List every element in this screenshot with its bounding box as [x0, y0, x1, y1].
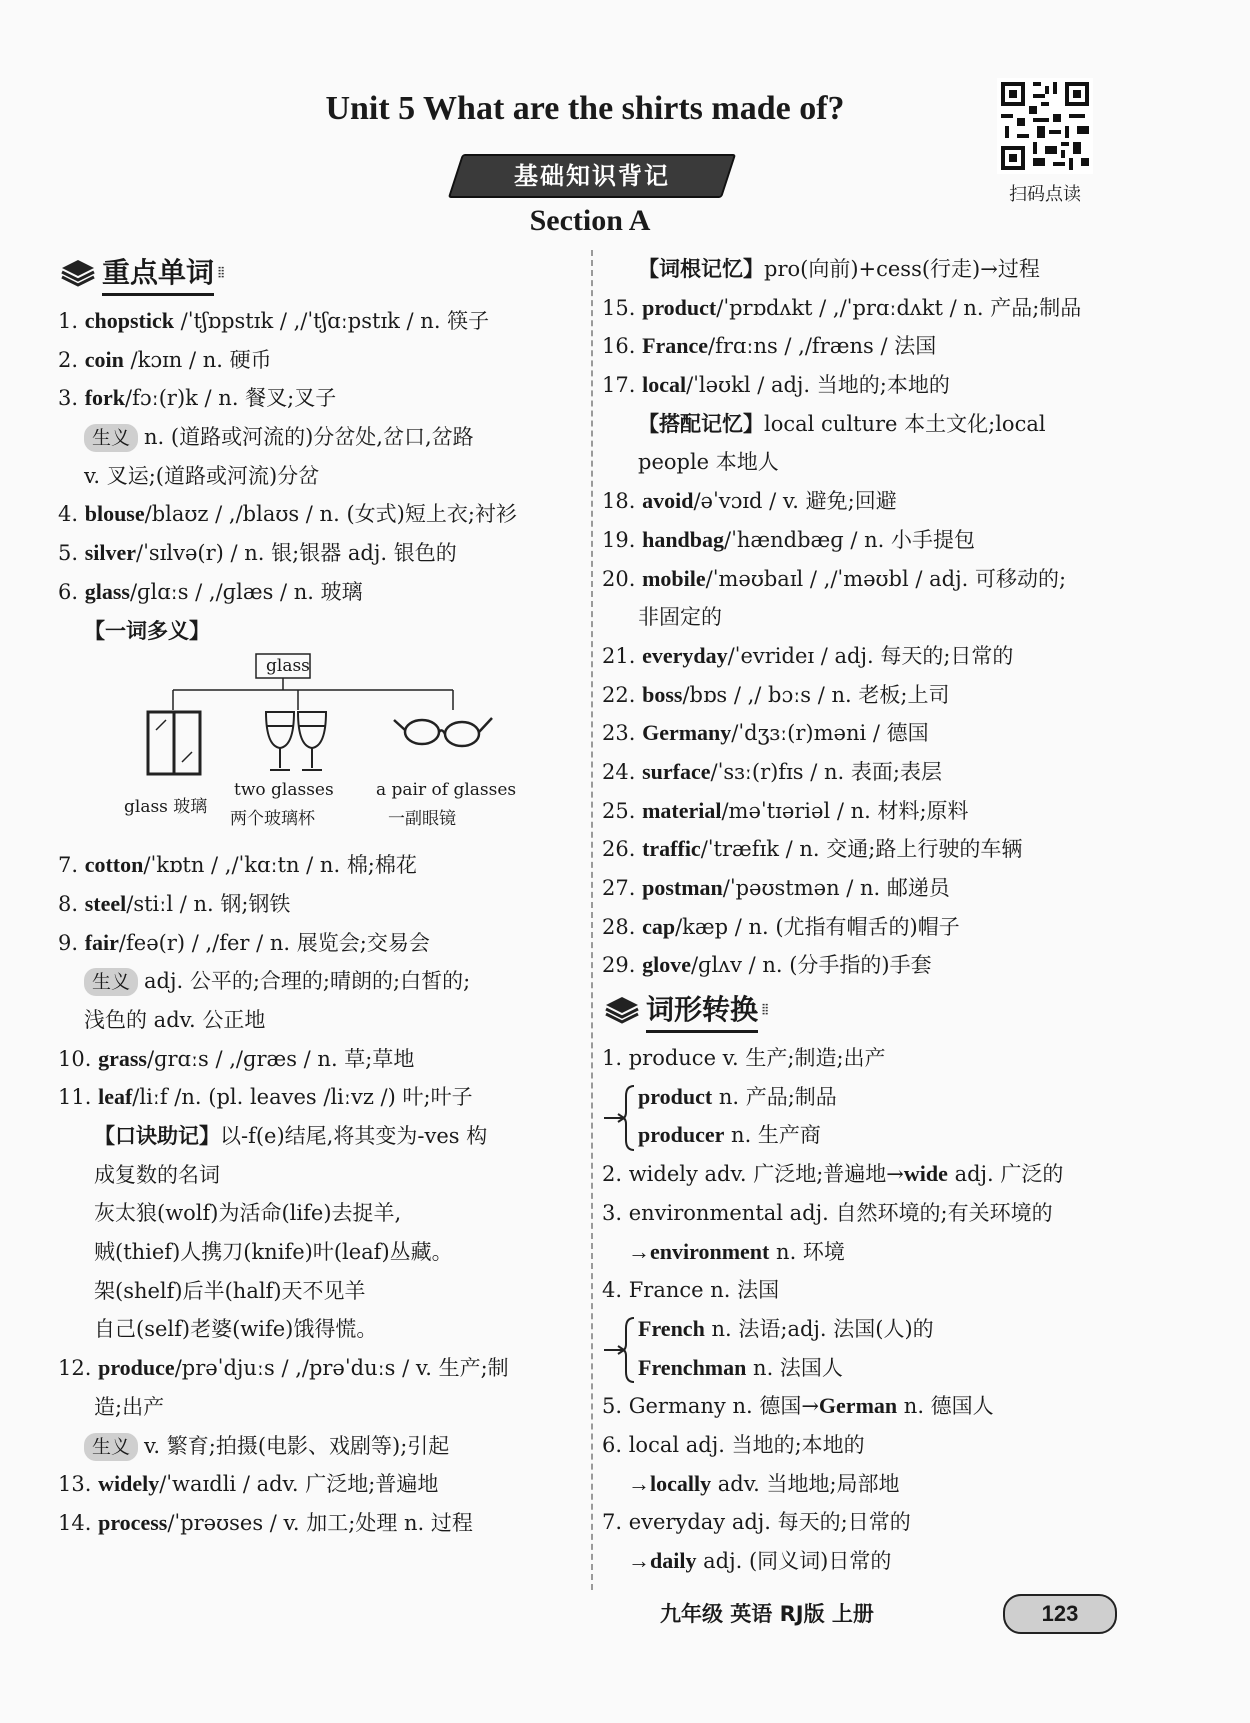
- vocab-line-11: 11. leaf/liːf /n. (pl. leaves /liːvz /) 叶;叶子: [58, 1084, 473, 1110]
- heading-dots: ⦙⦙: [762, 1002, 769, 1019]
- word-form-7: 7. everyday adj. 每天的;日常的: [602, 1510, 911, 1535]
- vocab-line-20: 20. mobile/ˈməʊbaɪl / ,/ˈməʊbl / adj. 可移动的;: [602, 565, 1067, 591]
- vocab-line-9: 9. fair/feə(r) / ,/fer / n. 展览会;交易会: [58, 929, 430, 955]
- glass-meaning-diagram: [58, 650, 538, 846]
- vocab-line-12: 12. produce/prəˈdjuːs / ,/prəˈduːs / v. 生产;制: [58, 1355, 509, 1381]
- diagram-item-cups: two glasses: [234, 780, 334, 801]
- produce-extra-meaning: 生义 v. 繁育;拍摄(电影、戏剧等);引起: [58, 1427, 578, 1466]
- heading-dots: ⦙⦙: [218, 265, 225, 281]
- fork-extra-meaning-2: v. 叉运;(道路或河流)分岔: [84, 463, 320, 488]
- vocab-line-15: 15. product/ˈprɒdʌkt / ,/ˈprɑːdʌkt / n. 产品;制品: [602, 294, 1082, 320]
- diagram-item-window: glass 玻璃: [124, 797, 208, 818]
- vocab-line-14: 14. process/ˈprəʊses / v. 加工;处理 n. 过程: [58, 1509, 473, 1535]
- root-memory-note: 【词根记忆】pro(向前)+cess(行走)→过程: [638, 257, 1040, 281]
- diagram-root: glass: [266, 656, 310, 677]
- vocab-line-6: 6. glass/ɡlɑːs / ,/ɡlæs / n. 玻璃: [58, 578, 363, 604]
- vocab-line-23: 23. Germany/ˈdʒɜː(r)məni / 德国: [602, 720, 929, 746]
- vocab-line-17: 17. local/ˈləʊkl / adj. 当地的;本地的: [602, 372, 950, 398]
- vocab-line-12-cont: 造;出产: [94, 1394, 165, 1419]
- diagram-item-glasses-cn: 一副眼镜: [388, 809, 456, 830]
- window-icon: [148, 712, 200, 774]
- vocab-line-26: 26. traffic/ˈtræfɪk / n. 交通;路上行驶的车辆: [602, 836, 1023, 862]
- vocab-line-4: 4. blouse/blaʊz / ,/blaʊs / n. (女式)短上衣;衬衫: [58, 501, 517, 527]
- section-banner: [448, 154, 736, 198]
- book-stack-icon: [602, 993, 642, 1027]
- vocab-line-21: 21. everyday/ˈevrideɪ / adj. 每天的;日常的: [602, 642, 1014, 668]
- vocab-line-29: 29. glove/ɡlʌv / n. (分手指的)手套: [602, 952, 932, 978]
- vocab-line-8: 8. steel/stiːl / n. 钢;钢铁: [58, 890, 291, 916]
- banner-text: 基础知识背记: [514, 162, 670, 190]
- qr-label: 扫码点读: [1009, 184, 1081, 205]
- word-form-3a: →environment n. 环境: [628, 1238, 845, 1264]
- footer-book-info: 九年级 英语 RJ版 上册: [660, 1602, 874, 1626]
- page-title: Unit 5 What are the shirts made of?: [325, 90, 845, 127]
- word-form-1: 1. produce v. 生产;制造;出产: [602, 1046, 886, 1071]
- eyeglasses-icon: [394, 718, 492, 746]
- left-column: [58, 248, 578, 1543]
- word-form-4b: Frenchman n. 法国人: [638, 1354, 843, 1380]
- qr-code-icon[interactable]: [997, 78, 1093, 174]
- vocab-line-22: 22. boss/bɒs / ,/ bɔːs / n. 老板;上司: [602, 681, 950, 707]
- mnemonic-line-5: 架(shelf)后半(half)天不见羊: [94, 1278, 366, 1303]
- word-form-1-branches: [602, 1078, 1122, 1155]
- word-form-2: 2. widely adv. 广泛地;普遍地→wide adj. 广泛的: [602, 1161, 1064, 1187]
- new-meaning-tag: 生义: [84, 424, 138, 452]
- fair-extra-meaning: 生义 adj. 公平的;合理的;晴朗的;白皙的;: [58, 962, 578, 1001]
- page-number: 123: [1003, 1594, 1117, 1634]
- vocab-line-1: 1. chopstick /ˈtʃɒpstɪk / ,/ˈtʃɑːpstɪk / n. 筷子: [58, 308, 490, 333]
- vocab-line-19: 19. handbag/ˈhændbæɡ / n. 小手提包: [602, 526, 976, 552]
- column-divider: [591, 250, 593, 1590]
- word-form-4a: French n. 法语;adj. 法国(人)的: [638, 1315, 934, 1341]
- collocation-line-2: people 本地人: [638, 450, 779, 475]
- word-form-1a: product n. 产品;制品: [638, 1083, 837, 1109]
- vocab-line-5: 5. silver/ˈsɪlvə(r) / n. 银;银器 adj. 银色的: [58, 540, 457, 566]
- vocab-line-13: 13. widely/ˈwaɪdli / adv. 广泛地;普遍地: [58, 1471, 439, 1497]
- heading-label: 重点单词: [102, 251, 214, 296]
- diagram-item-cups-cn: 两个玻璃杯: [230, 809, 315, 830]
- word-form-3: 3. environmental adj. 自然环境的;有关环境的: [602, 1200, 1053, 1225]
- book-stack-icon: [58, 256, 98, 290]
- arrow-brace-icon: [604, 1082, 638, 1152]
- word-form-5: 5. Germany n. 德国→German n. 德国人: [602, 1393, 994, 1419]
- vocab-line-18: 18. avoid/əˈvɔɪd / v. 避免;回避: [602, 488, 897, 514]
- word-form-6a: →locally adv. 当地地;局部地: [628, 1470, 900, 1496]
- vocab-line-7: 7. cotton/ˈkɒtn / ,/ˈkɑːtn / n. 棉;棉花: [58, 852, 417, 878]
- vocab-line-16: 16. France/frɑːns / ,/fræns / 法国: [602, 333, 937, 359]
- mnemonic-line-2: 成复数的名词: [94, 1162, 220, 1187]
- right-column: [602, 250, 1122, 1581]
- mnemonic-line-6: 自己(self)老婆(wife)饿得慌。: [94, 1317, 378, 1342]
- section-title: Section A: [529, 204, 651, 237]
- word-form-7a: →daily adj. (同义词)日常的: [628, 1548, 892, 1573]
- vocab-line-3: 3. fork/fɔː(r)k / n. 餐叉;叉子: [58, 385, 337, 411]
- vocab-line-24: 24. surface/ˈsɜː(r)fɪs / n. 表面;表层: [602, 758, 942, 784]
- wine-glass-icon: [266, 712, 326, 770]
- vocab-line-25: 25. material/məˈtɪəriəl / n. 材料;原料: [602, 797, 969, 823]
- word-form-6: 6. local adj. 当地的;本地的: [602, 1432, 865, 1457]
- vocab-line-28: 28. cap/kæp / n. (尤指有帽舌的)帽子: [602, 913, 960, 939]
- multi-meaning-label: 【一词多义】: [84, 618, 210, 643]
- vocab-line-20-cont: 非固定的: [638, 605, 722, 630]
- heading-key-words: [58, 248, 578, 298]
- collocation-line-1: 【搭配记忆】local culture 本土文化;local: [638, 411, 1046, 436]
- mnemonic-line-4: 贼(thief)人携刀(knife)叶(leaf)丛藏。: [94, 1240, 453, 1265]
- vocab-line-27: 27. postman/ˈpəʊstmən / n. 邮递员: [602, 875, 950, 900]
- word-form-4-branches: [602, 1310, 1122, 1387]
- mnemonic-line-1: 【口诀助记】以-f(e)结尾,将其变为-ves 构: [94, 1124, 488, 1148]
- new-meaning-tag: 生义: [84, 1433, 138, 1461]
- vocab-line-2: 2. coin /kɔɪn / n. 硬币: [58, 346, 272, 372]
- word-form-1b: producer n. 生产商: [638, 1122, 821, 1148]
- diagram-item-glasses: a pair of glasses: [376, 780, 517, 801]
- arrow-brace-icon: [604, 1314, 638, 1384]
- new-meaning-tag: 生义: [84, 968, 138, 996]
- heading-label: 词形转换: [646, 988, 758, 1033]
- word-form-4: 4. France n. 法国: [602, 1278, 780, 1303]
- mnemonic-line-3: 灰太狼(wolf)为活命(life)去捉羊,: [94, 1201, 402, 1226]
- fair-extra-meaning-2: 浅色的 adv. 公正地: [84, 1007, 266, 1032]
- vocab-line-10: 10. grass/ɡrɑːs / ,/ɡræs / n. 草;草地: [58, 1045, 415, 1071]
- fork-extra-meaning: 生义 n. (道路或河流的)分岔处,岔口,岔路: [58, 418, 578, 457]
- heading-word-forms: [602, 985, 1122, 1035]
